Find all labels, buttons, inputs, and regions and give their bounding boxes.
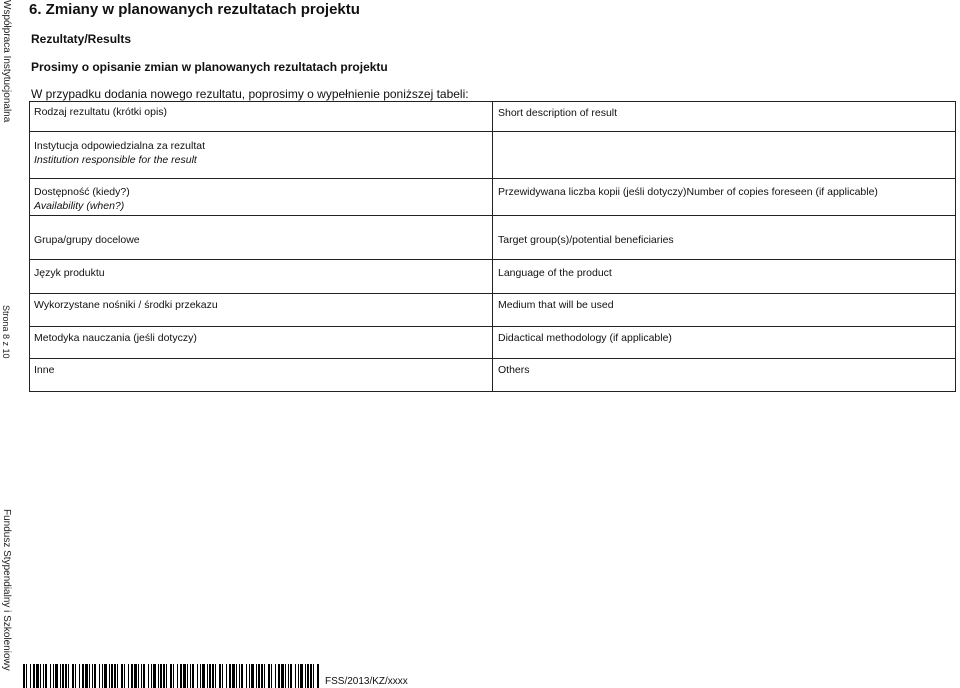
- other-field[interactable]: Inne: [34, 364, 55, 376]
- copies-field[interactable]: Przewidywana liczba kopii (jeśli dotyczy)Number of copies foreseen (if applicable): [498, 186, 878, 198]
- language-field[interactable]: Język produktu: [34, 267, 105, 279]
- target-group-en-field[interactable]: Target group(s)/potential beneficiaries: [498, 234, 674, 246]
- section-heading: 6. Zmiany w planowanych rezultatach projektu: [29, 1, 360, 18]
- side-label-top: Współpraca Instytucjonalna: [1, 0, 12, 123]
- result-kind-field[interactable]: Rodzaj rezultatu (krótki opis): [34, 106, 168, 118]
- other-en-field[interactable]: Others: [498, 364, 530, 376]
- short-description-field[interactable]: Short description of result: [498, 107, 618, 119]
- availability-label-en: Availability (when?): [34, 200, 125, 212]
- page-number: Strona 8 z 10: [1, 305, 11, 359]
- column-divider: [492, 102, 493, 391]
- availability-field[interactable]: [34, 185, 130, 213]
- medium-field[interactable]: Wykorzystane nośniki / środki przekazu: [34, 299, 218, 311]
- medium-en-field[interactable]: Medium that will be used: [498, 299, 614, 311]
- institution-label-pl: Instytucja odpowiedzialna za rezultat: [34, 140, 206, 152]
- target-group-field[interactable]: Grupa/grupy docelowe: [34, 234, 140, 246]
- row-divider: [30, 326, 955, 327]
- row-divider: [30, 259, 955, 260]
- barcode-image: [23, 664, 320, 688]
- language-en-field[interactable]: Language of the product: [498, 267, 612, 279]
- method-en-field[interactable]: Didactical methodology (if applicable): [498, 332, 672, 344]
- side-label-bottom: Fundusz Stypendialny i Szkoleniowy: [1, 509, 12, 671]
- intro-text: W przypadku dodania nowego rezultatu, poprosimy o wypełnienie poniższej tabeli:: [31, 87, 469, 101]
- instruction-text: Prosimy o opisanie zmian w planowanych rezultatach projektu: [31, 60, 388, 74]
- row-divider: [30, 178, 955, 179]
- results-subheading: Rezultaty/Results: [31, 32, 132, 46]
- institution-label-en: Institution responsible for the result: [34, 154, 197, 166]
- results-form-table: [29, 101, 956, 392]
- row-divider: [30, 131, 955, 132]
- availability-label-pl: Dostępność (kiedy?): [34, 186, 130, 198]
- method-field[interactable]: Metodyka nauczania (jeśli dotyczy): [34, 332, 197, 344]
- institution-field[interactable]: [34, 139, 205, 167]
- form-code: FSS/2013/KZ/xxxx: [325, 676, 408, 687]
- row-divider: [30, 215, 955, 216]
- row-divider: [30, 358, 955, 359]
- row-divider: [30, 293, 955, 294]
